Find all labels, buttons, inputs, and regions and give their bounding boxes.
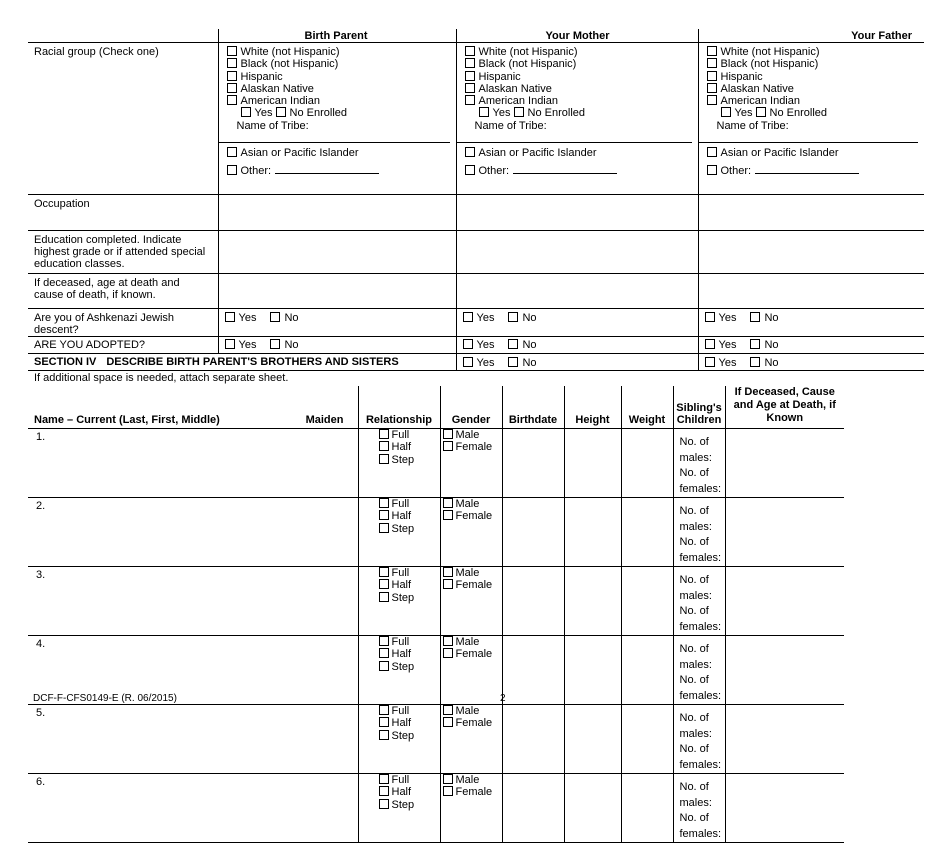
relationship-step-checkbox[interactable] (379, 730, 389, 740)
relationship-option-label: Half (391, 786, 412, 799)
gender-option-label: Male (455, 498, 480, 510)
enrolled-yes-label: Yes (734, 107, 753, 120)
ashkenazi-label: Are you of Ashkenazi Jewish descent? (28, 309, 218, 337)
yes-label: Yes (476, 339, 495, 351)
american-indian-label: American Indian (720, 95, 800, 108)
enrolled-no-checkbox[interactable] (276, 107, 286, 117)
no-checkbox[interactable] (508, 357, 518, 367)
hispanic-label: Hispanic (240, 70, 283, 83)
section-iv-title (28, 354, 456, 371)
racial-group-label: Racial group (Check one) (28, 43, 218, 195)
no-label: No (284, 312, 299, 324)
enrolled-no-label: No Enrolled (289, 107, 347, 120)
yes-checkbox[interactable] (225, 312, 235, 322)
race-birth-parent (218, 43, 456, 195)
form-id: DCF-F-CFS0149-E (R. 06/2015) (33, 693, 177, 704)
asian-label: Asian or Pacific Islander (720, 147, 839, 160)
relationship-full-checkbox[interactable] (379, 636, 389, 646)
relationship-option-label: Full (391, 567, 410, 579)
gender-female-checkbox[interactable] (443, 717, 453, 727)
black-checkbox[interactable] (227, 58, 237, 68)
females-label: No. of females: (679, 812, 722, 840)
enrolled-yes-checkbox[interactable] (479, 107, 489, 117)
yes-label: Yes (238, 312, 257, 324)
relationship-cell (358, 429, 440, 498)
tribe-label: Name of Tribe: (236, 119, 309, 132)
relationship-full-checkbox[interactable] (379, 498, 389, 508)
header-relationship: Relationship (358, 386, 440, 429)
relationship-option-label: Half (391, 441, 412, 454)
relationship-step-checkbox[interactable] (379, 592, 389, 602)
alaskan-checkbox[interactable] (227, 83, 237, 93)
american-indian-label: American Indian (478, 95, 558, 108)
relationship-option-label: Half (391, 648, 412, 661)
gender-option-label: Male (455, 705, 480, 717)
header-empty (28, 29, 218, 43)
females-label: No. of females: (679, 674, 722, 702)
sibling-name-cell[interactable] (28, 498, 358, 567)
american-indian-checkbox[interactable] (227, 95, 237, 105)
relationship-full-checkbox[interactable] (379, 429, 389, 439)
parent-info-table (28, 29, 924, 371)
no-checkbox[interactable] (508, 339, 518, 349)
black-label: Black (not Hispanic) (720, 58, 819, 71)
gender-male-checkbox[interactable] (443, 567, 453, 577)
american-indian-checkbox[interactable] (465, 95, 475, 105)
relationship-half-checkbox[interactable] (379, 717, 389, 727)
no-label: No (522, 357, 537, 369)
other-input-line[interactable] (275, 164, 379, 174)
asian-label: Asian or Pacific Islander (478, 147, 597, 160)
ashkenazi-birth-parent (218, 309, 456, 337)
height-cell[interactable] (564, 429, 621, 498)
white-checkbox[interactable] (227, 46, 237, 56)
tribe-label: Name of Tribe: (716, 119, 789, 132)
gender-female-checkbox[interactable] (443, 579, 453, 589)
enrolled-no-checkbox[interactable] (756, 107, 766, 117)
alaskan-label: Alaskan Native (720, 82, 794, 95)
deceased-father-field[interactable] (698, 274, 924, 309)
deceased-cause-cell[interactable] (725, 567, 844, 636)
enrolled-no-label: No Enrolled (527, 107, 585, 120)
birthdate-cell[interactable] (502, 774, 564, 843)
white-checkbox[interactable] (707, 46, 717, 56)
height-cell[interactable] (564, 774, 621, 843)
header-your-father: Your Father (698, 29, 924, 43)
other-checkbox[interactable] (707, 165, 717, 175)
gender-female-checkbox[interactable] (443, 510, 453, 520)
yes-checkbox[interactable] (463, 357, 473, 367)
no-label: No (764, 312, 779, 324)
occupation-label: Occupation (28, 195, 218, 231)
no-checkbox[interactable] (270, 312, 280, 322)
gender-female-checkbox[interactable] (443, 648, 453, 658)
hispanic-label: Hispanic (720, 70, 763, 83)
children-cell[interactable] (673, 498, 725, 567)
females-label: No. of females: (679, 605, 722, 633)
gender-option-label: Female (455, 579, 493, 592)
relationship-option-label: Half (391, 717, 412, 730)
relationship-option-label: Half (391, 510, 412, 523)
education-label: Education completed. Indicate highest grade or if attended special education classes. (28, 231, 218, 274)
section-heading: DESCRIBE BIRTH PARENT'S BROTHERS AND SISTERS (106, 356, 399, 368)
american-indian-label: American Indian (240, 95, 320, 108)
males-label: No. of males: (679, 781, 712, 809)
gender-male-checkbox[interactable] (443, 636, 453, 646)
white-label: White (not Hispanic) (478, 46, 578, 58)
yes-checkbox[interactable] (705, 357, 715, 367)
relationship-full-checkbox[interactable] (379, 774, 389, 784)
other-label: Other: (478, 165, 510, 178)
children-cell[interactable] (673, 774, 725, 843)
relationship-option-label: Step (391, 660, 415, 673)
deceased-birth-parent-field[interactable] (218, 274, 456, 309)
birthdate-cell[interactable] (502, 429, 564, 498)
enrolled-no-checkbox[interactable] (514, 107, 524, 117)
no-label: No (764, 339, 779, 351)
gender-female-checkbox[interactable] (443, 441, 453, 451)
yes-label: Yes (718, 357, 737, 369)
american-indian-checkbox[interactable] (707, 95, 717, 105)
row-number: 1. (36, 431, 46, 443)
males-label: No. of males: (679, 643, 712, 671)
hispanic-checkbox[interactable] (707, 71, 717, 81)
gender-option-label: Female (455, 510, 493, 523)
children-cell[interactable] (673, 705, 725, 774)
yes-label: Yes (238, 339, 257, 351)
females-label: No. of females: (679, 467, 722, 495)
height-cell[interactable] (564, 705, 621, 774)
gender-option-label: Female (455, 717, 493, 730)
no-checkbox[interactable] (750, 312, 760, 322)
relationship-option-label: Full (391, 429, 410, 441)
males-label: No. of males: (679, 436, 712, 464)
deceased-mother-field[interactable] (456, 274, 698, 309)
other-input-line[interactable] (755, 164, 859, 174)
row-number: 2. (36, 500, 46, 512)
males-label: No. of males: (679, 505, 712, 533)
header-your-mother: Your Mother (456, 29, 698, 43)
relationship-full-checkbox[interactable] (379, 567, 389, 577)
ashkenazi-mother (456, 309, 698, 337)
race-your-mother (456, 43, 698, 195)
yes-checkbox[interactable] (463, 312, 473, 322)
sibling-name-cell[interactable] (28, 774, 358, 843)
asian-label: Asian or Pacific Islander (240, 147, 359, 160)
tribe-input-line[interactable] (219, 132, 450, 143)
no-label: No (764, 357, 779, 369)
yes-label: Yes (476, 357, 495, 369)
relationship-half-checkbox[interactable] (379, 786, 389, 796)
other-checkbox[interactable] (465, 165, 475, 175)
children-cell[interactable] (673, 636, 725, 705)
height-cell[interactable] (564, 636, 621, 705)
no-checkbox[interactable] (270, 339, 280, 349)
header-children: Sibling's Children (673, 386, 725, 429)
enrolled-yes-label: Yes (492, 107, 511, 120)
gender-option-label: Female (455, 786, 493, 799)
adopted-label: ARE YOU ADOPTED? (28, 337, 218, 354)
relationship-step-checkbox[interactable] (379, 523, 389, 533)
relationship-step-checkbox[interactable] (379, 799, 389, 809)
relationship-option-label: Half (391, 579, 412, 592)
other-label: Other: (720, 165, 752, 178)
gender-cell (440, 429, 502, 498)
white-checkbox[interactable] (465, 46, 475, 56)
relationship-option-label: Step (391, 522, 415, 535)
relationship-step-checkbox[interactable] (379, 661, 389, 671)
adopted-father (698, 337, 924, 354)
relationship-option-label: Full (391, 774, 410, 786)
males-label: No. of males: (679, 574, 712, 602)
asian-checkbox[interactable] (707, 147, 717, 157)
education-birth-parent-field[interactable] (218, 231, 456, 274)
weight-cell[interactable] (621, 705, 673, 774)
occupation-birth-parent-field[interactable] (218, 195, 456, 231)
sibling-row (28, 774, 950, 843)
asian-checkbox[interactable] (227, 147, 237, 157)
yes-label: Yes (476, 312, 495, 324)
yes-checkbox[interactable] (463, 339, 473, 349)
adopted-father-extra (698, 354, 924, 371)
birthdate-cell[interactable] (502, 705, 564, 774)
weight-cell[interactable] (621, 567, 673, 636)
enrolled-yes-checkbox[interactable] (721, 107, 731, 117)
gender-male-checkbox[interactable] (443, 705, 453, 715)
tribe-input-line[interactable] (457, 132, 692, 143)
header-weight: Weight (621, 386, 673, 429)
other-checkbox[interactable] (227, 165, 237, 175)
relationship-option-label: Full (391, 498, 410, 510)
sibling-row (28, 498, 950, 567)
no-label: No (522, 339, 537, 351)
adopted-mother-extra (456, 354, 698, 371)
header-height: Height (564, 386, 621, 429)
weight-cell[interactable] (621, 498, 673, 567)
birthdate-cell[interactable] (502, 567, 564, 636)
gender-cell (440, 774, 502, 843)
relationship-cell (358, 636, 440, 705)
hispanic-checkbox[interactable] (465, 71, 475, 81)
relationship-option-label: Full (391, 705, 410, 717)
weight-cell[interactable] (621, 429, 673, 498)
header-name (28, 386, 358, 429)
no-checkbox[interactable] (750, 339, 760, 349)
gender-option-label: Female (455, 441, 493, 454)
deceased-label: If deceased, age at death and cause of death, if known. (28, 274, 218, 309)
gender-male-checkbox[interactable] (443, 498, 453, 508)
other-label: Other: (240, 165, 272, 178)
height-cell[interactable] (564, 498, 621, 567)
relationship-option-label: Step (391, 729, 415, 742)
ashkenazi-father (698, 309, 924, 337)
gender-option-label: Male (455, 567, 480, 579)
black-label: Black (not Hispanic) (240, 58, 339, 71)
header-maiden: Maiden (305, 414, 344, 426)
birthdate-cell[interactable] (502, 636, 564, 705)
relationship-half-checkbox[interactable] (379, 510, 389, 520)
enrolled-yes-label: Yes (254, 107, 273, 120)
gender-cell (440, 498, 502, 567)
yes-checkbox[interactable] (705, 339, 715, 349)
black-checkbox[interactable] (465, 58, 475, 68)
males-label: No. of males: (679, 712, 712, 740)
relationship-option-label: Step (391, 798, 415, 811)
header-birthdate: Birthdate (502, 386, 564, 429)
no-checkbox[interactable] (508, 312, 518, 322)
row-number: 6. (36, 776, 46, 788)
row-number: 3. (36, 569, 46, 581)
sibling-row (28, 429, 950, 498)
height-cell[interactable] (564, 567, 621, 636)
yes-label: Yes (718, 312, 737, 324)
gender-option-label: Male (455, 774, 480, 786)
relationship-half-checkbox[interactable] (379, 441, 389, 451)
relationship-cell (358, 774, 440, 843)
alaskan-label: Alaskan Native (240, 82, 314, 95)
alaskan-checkbox[interactable] (707, 83, 717, 93)
relationship-full-checkbox[interactable] (379, 705, 389, 715)
children-cell[interactable] (673, 567, 725, 636)
relationship-option-label: Full (391, 636, 410, 648)
sibling-row (28, 705, 950, 774)
deceased-cause-cell[interactable] (725, 705, 844, 774)
relationship-cell (358, 705, 440, 774)
tribe-input-line[interactable] (699, 132, 919, 143)
females-label: No. of females: (679, 536, 722, 564)
gender-option-label: Female (455, 648, 493, 661)
other-input-line[interactable] (513, 164, 617, 174)
gender-option-label: Male (455, 429, 480, 441)
black-checkbox[interactable] (707, 58, 717, 68)
yes-label: Yes (718, 339, 737, 351)
sibling-row (28, 567, 950, 636)
yes-checkbox[interactable] (225, 339, 235, 349)
education-father-field[interactable] (698, 231, 924, 274)
deceased-cause-cell[interactable] (725, 774, 844, 843)
no-label: No (522, 312, 537, 324)
black-label: Black (not Hispanic) (478, 58, 577, 71)
additional-space-note: If additional space is needed, attach separate sheet. (34, 372, 289, 384)
children-cell[interactable] (673, 429, 725, 498)
asian-checkbox[interactable] (465, 147, 475, 157)
birthdate-cell[interactable] (502, 498, 564, 567)
race-your-father (698, 43, 924, 195)
sibling-name-cell[interactable] (28, 429, 358, 498)
education-mother-field[interactable] (456, 231, 698, 274)
deceased-cause-cell[interactable] (725, 498, 844, 567)
no-checkbox[interactable] (750, 357, 760, 367)
gender-cell (440, 636, 502, 705)
yes-checkbox[interactable] (705, 312, 715, 322)
gender-male-checkbox[interactable] (443, 429, 453, 439)
sibling-name-cell[interactable] (28, 705, 358, 774)
gender-cell (440, 705, 502, 774)
white-label: White (not Hispanic) (720, 46, 820, 58)
enrolled-no-label: No Enrolled (769, 107, 827, 120)
row-number: 5. (36, 707, 46, 719)
white-label: White (not Hispanic) (240, 46, 340, 58)
relationship-option-label: Step (391, 453, 415, 466)
gender-option-label: Male (455, 636, 480, 648)
relationship-step-checkbox[interactable] (379, 454, 389, 464)
gender-male-checkbox[interactable] (443, 774, 453, 784)
header-birth-parent: Birth Parent (218, 29, 456, 43)
relationship-cell (358, 498, 440, 567)
deceased-cause-cell[interactable] (725, 429, 844, 498)
hispanic-checkbox[interactable] (227, 71, 237, 81)
relationship-cell (358, 567, 440, 636)
adopted-mother (456, 337, 698, 354)
females-label: No. of females: (679, 743, 722, 771)
alaskan-checkbox[interactable] (465, 83, 475, 93)
relationship-half-checkbox[interactable] (379, 648, 389, 658)
header-gender: Gender (440, 386, 502, 429)
relationship-option-label: Step (391, 591, 415, 604)
occupation-father-field[interactable] (698, 195, 924, 231)
header-deceased: If Deceased, Cause and Age at Death, if Known (725, 386, 844, 429)
sibling-name-cell[interactable] (28, 567, 358, 636)
page-number: 2 (500, 693, 506, 704)
adopted-birth-parent (218, 337, 456, 354)
deceased-cause-cell[interactable] (725, 636, 844, 705)
section-number: SECTION IV (34, 356, 97, 368)
gender-cell (440, 567, 502, 636)
no-label: No (284, 339, 299, 351)
header-name-text: Name – Current (Last, First, Middle) (34, 414, 220, 426)
gender-female-checkbox[interactable] (443, 786, 453, 796)
row-number: 4. (36, 638, 46, 650)
weight-cell[interactable] (621, 774, 673, 843)
relationship-half-checkbox[interactable] (379, 579, 389, 589)
alaskan-label: Alaskan Native (478, 82, 552, 95)
tribe-label: Name of Tribe: (474, 119, 547, 132)
siblings-table (28, 386, 950, 843)
hispanic-label: Hispanic (478, 70, 521, 83)
enrolled-yes-checkbox[interactable] (241, 107, 251, 117)
occupation-mother-field[interactable] (456, 195, 698, 231)
weight-cell[interactable] (621, 636, 673, 705)
